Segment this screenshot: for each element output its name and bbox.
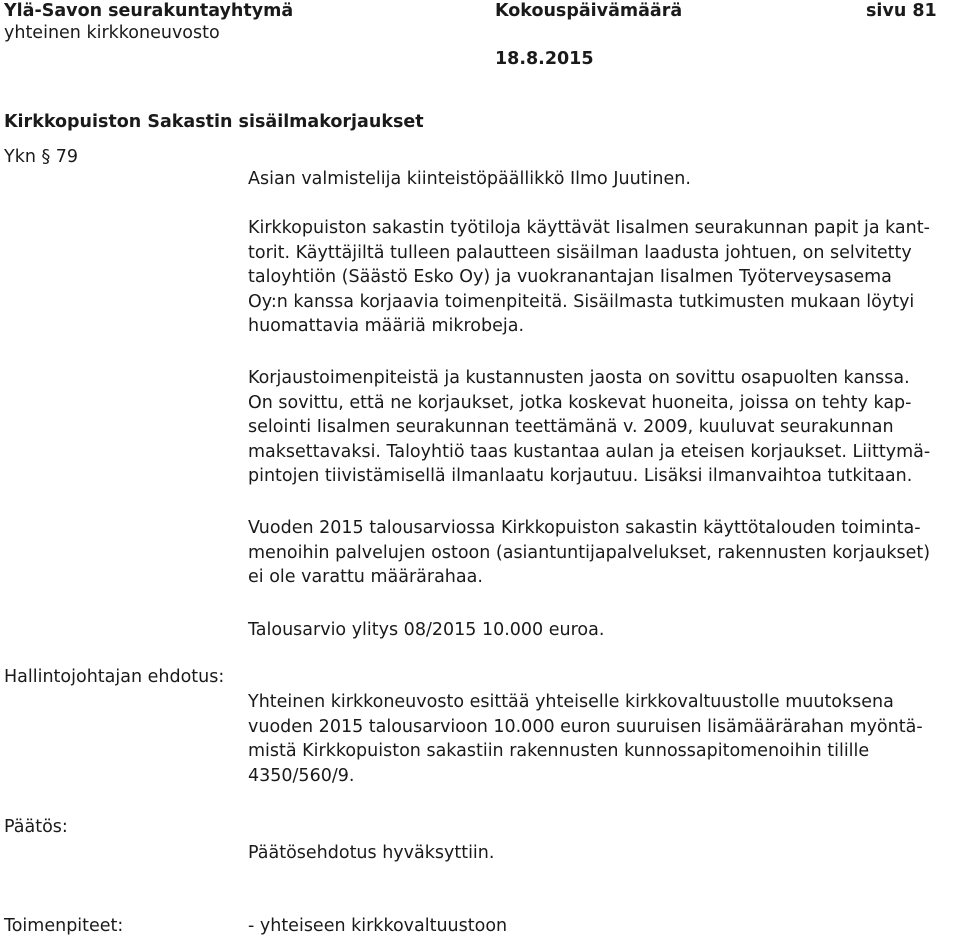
actions-text: - yhteiseen kirkkovaltuustoon [248,916,508,936]
paragraph-line: maksettavaksi. Taloyhtiö taas kustantaa aulan ja eteisen korjaukset. Liittymä- [248,441,931,462]
paragraph-line: Kirkkopuiston sakastin työtiloja käyttävät Iisalmen seurakunnan papit ja kant- [248,218,930,238]
proposal-text [248,690,960,788]
paragraph-line: selointi Iisalmen seurakunnan teettämänä v. 2009, kuuluvat seurakunnan [248,417,894,437]
paragraph-3 [248,516,960,590]
paragraph-line: Korjaustoimenpiteistä ja kustannusten jaosta on sovittu osapuolten kanssa. [248,368,910,388]
meeting-date: 18.8.2015 [495,49,594,69]
decision-label: Päätös: [4,817,68,837]
item-number: Ykn § 79 [4,147,79,167]
page-number: sivu 81 [866,1,937,21]
paragraph-line: On sovittu, että ne korjaukset, jotka koskevat huoneita, joissa on tehty kap- [248,392,912,413]
actions-label: Toimenpiteet: [4,916,124,936]
meeting-date-label: Kokouspäivämäärä [495,1,683,21]
paragraph-line: taloyhtiön (Säästö Esko Oy) ja vuokranantajan Iisalmen Työterveysasema [248,267,892,287]
paragraph-line: huomattavia määriä mikrobeja. [248,316,525,336]
paragraph-1 [248,216,960,339]
body-name: yhteinen kirkkoneuvosto [4,23,220,43]
proposal-line: vuoden 2015 talousarvioon 10.000 euron suuruisen lisämäärärahan myöntä- [248,716,923,737]
preparer-line: Asian valmistelija kiinteistöpäällikkö Ilmo Juutinen. [248,169,691,189]
proposal-line: 4350/560/9. [248,765,355,786]
decision-text: Päätösehdotus hyväksyttiin. [248,843,495,863]
paragraph-line: ei ole varattu määrärahaa. [248,567,483,587]
paragraph-line: Oy:n kanssa korjaavia toimenpiteitä. Sisäilmasta tutkimusten mukaan löytyi [248,291,915,312]
paragraph-line: Talousarvio ylitys 08/2015 10.000 euroa. [248,620,605,640]
paragraph-line: Vuoden 2015 talousarviossa Kirkkopuiston sakastin käyttötalouden toiminta- [248,518,921,538]
proposal-line: mistä Kirkkopuiston sakastiin rakennusten kunnossapitomenoihin tilille [248,741,870,761]
proposal-label: Hallintojohtajan ehdotus: [4,667,225,687]
paragraph-line: pintojen tiivistämisellä ilmanlaatu korjautuu. Lisäksi ilmanvaihtoa tutkitaan. [248,466,913,486]
item-title: Kirkkopuiston Sakastin sisäilmakorjaukset [4,112,424,132]
paragraph-line: torit. Käyttäjiltä tulleen palautteen sisäilman laadusta johtuen, on selvitetty [248,242,912,263]
paragraph-2 [248,366,960,489]
paragraph-line: menoihin palvelujen ostoon (asiantuntijapalvelukset, rakennusten korjaukset) [248,542,931,563]
proposal-line: Yhteinen kirkkoneuvosto esittää yhteiselle kirkkovaltuustolle muutoksena [248,692,894,712]
organization-name: Ylä-Savon seurakuntayhtymä [4,1,294,21]
paragraph-4 [248,618,960,643]
